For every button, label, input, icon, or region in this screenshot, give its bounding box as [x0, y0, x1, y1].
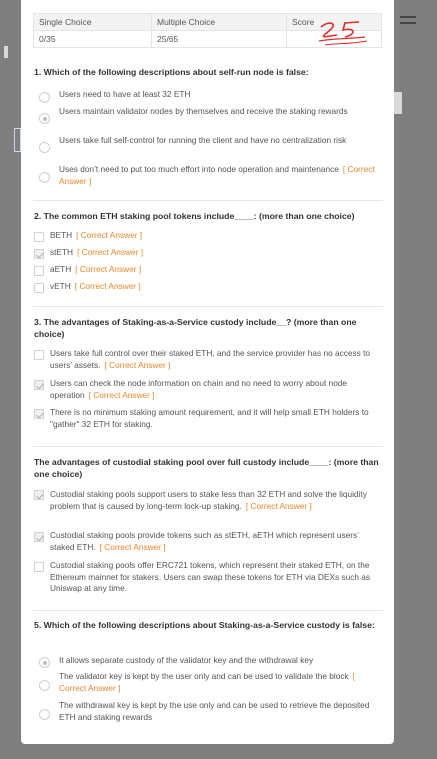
q4-option-1-checkbox[interactable] — [34, 490, 44, 500]
q1-option-1-label: Users need to have at least 32 ETH — [59, 89, 191, 99]
correct-answer-tag: [ Correct Answer ] — [104, 359, 171, 370]
q5-option-3-label: The withdrawal key is kept by the use only and can be used to retrieve the deposited ETH and staking rewards — [59, 700, 370, 722]
q4-option-2-checkbox[interactable] — [34, 532, 44, 542]
q3-option-2 — [50, 378, 380, 401]
q2-option-1 — [50, 230, 380, 242]
correct-answer-tag: [ Correct Answer ] — [76, 230, 143, 240]
q5-option-3-radio[interactable] — [39, 709, 50, 720]
q3-option-3-checkbox[interactable] — [34, 409, 44, 419]
divider — [33, 200, 383, 201]
background-fragment — [400, 22, 416, 24]
background-fragment — [14, 128, 21, 152]
q1-option-2-radio[interactable] — [39, 113, 50, 124]
q1-option-2-label: Users maintain validator nodes by themselves and receive the staking rewards — [59, 106, 348, 116]
background-fragment — [394, 92, 402, 114]
q5-option-1-label: It allows separate custody of the validator key and the withdrawal key — [59, 655, 314, 665]
q2-option-2-label: stETH — [50, 247, 74, 257]
divider — [33, 610, 383, 611]
q4-option-2-label: Custodial staking pools provide tokens such as stETH, aETH which represent users’ staked ETH. — [50, 530, 359, 552]
q4-option-2 — [50, 530, 380, 553]
q2-option-4 — [50, 281, 380, 293]
background-fragment — [400, 16, 416, 18]
q4-option-3-checkbox[interactable] — [34, 562, 44, 572]
single-choice-value: 0/35 — [34, 31, 152, 48]
question-5-title: 5. Which of the following descriptions about Staking-as-a-Service custody is false: — [34, 620, 375, 630]
q5-option-1-radio[interactable] — [39, 657, 50, 668]
correct-answer-tag: [ Correct Answer ] — [59, 671, 355, 693]
q4-option-3-label: Custodial staking pools offer ERC721 tokens, which represent their staked ETH, on the Ethereum mainnet for stakers. Users can swap these tokens for ETH via DEXs such as Uniswap at any time. — [50, 560, 371, 593]
question-4-title: The advantages of custodial staking pool over full custody include____: (more than one choice) — [34, 457, 379, 479]
correct-answer-tag: [ Correct Answer ] — [77, 247, 143, 257]
background-fragment — [4, 46, 8, 58]
correct-answer-tag: [ Correct Answer ] — [74, 281, 141, 291]
q1-option-4-label: Uses don’t need to put too much effort into node operation and maintenance — [59, 164, 339, 174]
q2-option-2-checkbox[interactable] — [34, 249, 44, 259]
q2-option-3-checkbox[interactable] — [34, 266, 44, 276]
score-header: Score — [287, 14, 382, 31]
handwritten-score-value — [315, 19, 371, 49]
question-1-title: 1. Which of the following descriptions about self-run node is false: — [34, 67, 309, 77]
q4-option-1 — [50, 489, 380, 512]
q2-option-1-label: BETH — [50, 230, 73, 240]
q3-option-2-label: Users can check the node information on chain and no need to worry about node operation — [50, 378, 348, 400]
q3-option-2-checkbox[interactable] — [34, 380, 44, 390]
q5-option-2-label: The validator key is kept by the user only and can be used to validate the block — [59, 671, 349, 681]
correct-answer-tag: [ Correct Answer ] — [99, 541, 166, 552]
q3-option-3-label: There is no minimum staking amount requirement, and it will help small ETH holders to "gather" 32 ETH for staking. — [50, 407, 369, 429]
q1-option-3-label: Users take full self-control for running the client and have no centralization risk — [59, 135, 347, 145]
multiple-choice-value: 25/65 — [152, 31, 287, 48]
correct-answer-tag: [ Correct Answer ] — [245, 500, 312, 511]
q4-option-1-label: Custodial staking pools support users to stake less than 32 ETH and solve the liquidity problem that is caused by long-term lock-up staking. — [50, 489, 367, 511]
divider — [33, 446, 383, 447]
q5-option-2-radio[interactable] — [39, 680, 50, 691]
correct-answer-tag: [ Correct Answer ] — [59, 164, 375, 186]
q5-option-2 — [59, 671, 377, 694]
divider — [33, 306, 383, 307]
q2-option-3 — [50, 264, 380, 276]
q2-option-4-label: vETH — [50, 281, 71, 291]
single-choice-header: Single Choice — [34, 14, 152, 31]
q1-option-4 — [59, 164, 377, 187]
q2-option-2 — [50, 247, 380, 259]
q2-option-4-checkbox[interactable] — [34, 283, 44, 293]
multiple-choice-header: Multiple Choice — [152, 14, 287, 31]
question-2-title: 2. The common ETH staking pool tokens include____: (more than one choice) — [34, 211, 355, 221]
q1-option-1-radio[interactable] — [39, 92, 50, 103]
q3-option-1-checkbox[interactable] — [34, 350, 44, 360]
quiz-result-modal — [21, 0, 394, 744]
question-3-title: 3. The advantages of Staking-as-a-Service custody include__? (more than one choice) — [34, 317, 357, 339]
q1-option-3-radio[interactable] — [39, 142, 50, 153]
correct-answer-tag: [ Correct Answer ] — [75, 264, 142, 274]
q2-option-3-label: aETH — [50, 264, 72, 274]
q2-option-1-checkbox[interactable] — [34, 232, 44, 242]
q3-option-1-label: Users take full control over their staked ETH, and the service provider has no access to users’ assets. — [50, 348, 371, 370]
correct-answer-tag: [ Correct Answer ] — [88, 389, 155, 400]
q3-option-1 — [50, 348, 380, 371]
q1-option-4-radio[interactable] — [39, 172, 50, 183]
